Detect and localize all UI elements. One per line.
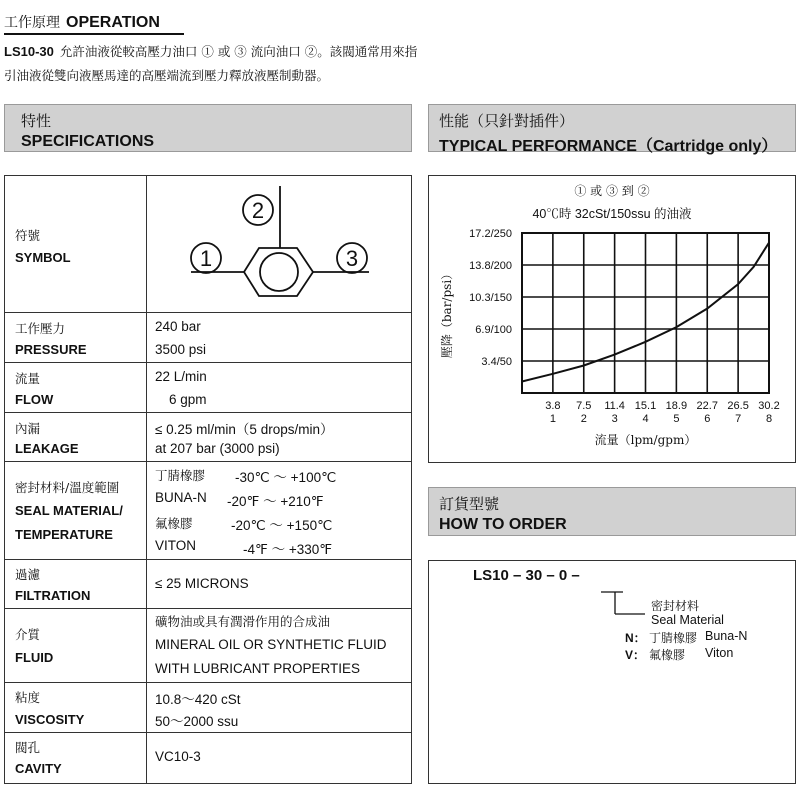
order-header — [428, 487, 796, 536]
seal-range-nbr-celsius: -30℃ ～ +100℃ — [235, 470, 337, 485]
seal-temperature-row — [5, 462, 411, 560]
flow-label-en: FLOW — [15, 392, 54, 407]
x-tick-label-gpm: 7 — [735, 413, 742, 425]
option-n-cn: 丁腈橡膠 — [649, 631, 698, 645]
pressure-bar-value: 240 bar — [155, 319, 201, 334]
seal-label-cn: 密封材料/溫度範圍 — [15, 480, 120, 495]
viscosity-row — [5, 683, 411, 733]
symbol-cell — [147, 176, 411, 312]
leakage-condition-value: at 207 bar (3000 psi) — [155, 441, 280, 456]
operation-title-en: OPERATION — [66, 14, 160, 31]
model-number: LS10-30 — [4, 44, 54, 59]
x-tick-label-gpm: 5 — [673, 413, 680, 425]
seal-label-en: SEAL MATERIAL/ — [15, 503, 123, 518]
filtration-row — [5, 560, 411, 609]
pressure-label-cn: 工作壓力 — [15, 321, 66, 336]
chart-flow-path: ① 或 ③ 到 ② — [574, 184, 650, 198]
specifications-title-en: SPECIFICATIONS — [21, 133, 155, 150]
seal-range-buna-fahrenheit: -20℉ ～ +210℉ — [227, 494, 324, 509]
operation-title-cn: 工作原理 — [4, 15, 60, 31]
order-box — [428, 560, 796, 784]
y-tick-label: 6.9/100 — [475, 324, 512, 336]
order-code: LS10 – 30 – 0 – — [473, 567, 580, 584]
symbol-label-cn: 符號 — [15, 228, 41, 243]
fluid-value-en-line1: MINERAL OIL OR SYNTHETIC FLUID — [155, 637, 387, 652]
x-tick-label-lpm: 3.8 — [545, 400, 561, 412]
flow-row — [5, 363, 411, 413]
specifications-title-cn: 特性 — [21, 112, 52, 130]
performance-header — [428, 104, 796, 155]
option-v-en: Viton — [705, 646, 734, 660]
x-tick-label-gpm: 8 — [765, 413, 773, 425]
y-tick-label: 17.2/250 — [469, 228, 512, 240]
x-tick-label-lpm: 18.9 — [665, 400, 688, 412]
operation-text-1: 允許油液從較高壓力油口 ① 或 ③ 流向油口 ②。該閥通常用來指 — [59, 44, 418, 59]
pressure-row — [5, 313, 411, 363]
operation-description-line2: 引油液從雙向液壓馬達的高壓端流到壓力釋放液壓制動器。 — [4, 68, 330, 83]
y-tick-label: 10.3/150 — [469, 292, 512, 304]
temperature-label-en: TEMPERATURE — [15, 527, 113, 542]
port-2-label: 2 — [251, 198, 265, 223]
x-tick-label-lpm: 26.5 — [727, 400, 749, 412]
fluid-label-cn: 介質 — [15, 627, 41, 642]
leakage-label-en: LEAKAGE — [15, 441, 79, 456]
seal-name-nbr-cn: 丁腈橡膠 — [155, 468, 206, 483]
fluid-row — [5, 609, 411, 683]
seal-material-label-cn: 密封材料 — [651, 599, 700, 613]
viscosity-ssu-value: 50～2000 ssu — [155, 714, 239, 729]
x-tick-label-lpm: 22.7 — [696, 400, 718, 412]
x-tick-label-gpm: 4 — [642, 413, 649, 425]
seal-range-viton-fahrenheit: -4℉ ～ +330℉ — [243, 542, 333, 557]
specifications-header — [4, 104, 412, 152]
fluid-label-en: FLUID — [15, 650, 54, 665]
operation-title — [4, 12, 160, 32]
filtration-label-cn: 過濾 — [15, 567, 41, 582]
operation-underline — [4, 33, 184, 35]
cavity-row — [5, 733, 411, 783]
viscosity-label-en: VISCOSITY — [15, 712, 85, 727]
y-tick-label: 13.8/200 — [469, 260, 512, 272]
option-n-code: N： — [625, 631, 646, 645]
y-tick-label: 3.4/50 — [481, 356, 512, 368]
option-v-cn: 氟橡膠 — [649, 648, 686, 662]
filtration-value: ≤ 25 MICRONS — [155, 576, 249, 591]
viscosity-label-cn: 粘度 — [15, 690, 41, 705]
symbol-label-cell — [5, 176, 147, 312]
seal-range-fkm-celsius: -20℃ ～ +150℃ — [231, 518, 333, 533]
flow-label-cn: 流量 — [15, 371, 41, 386]
fluid-value-cn: 礦物油或具有潤滑作用的合成油 — [155, 614, 331, 629]
x-tick-label-gpm: 1 — [549, 413, 556, 425]
y-axis-label: 壓降（bar/psi） — [440, 267, 454, 359]
specifications-table — [4, 175, 412, 784]
pressure-drop-chart — [429, 176, 795, 462]
pressure-psi-value: 3500 psi — [155, 342, 207, 357]
cavity-label-en: CAVITY — [15, 761, 62, 776]
x-tick-label-lpm: 11.4 — [604, 400, 625, 412]
performance-chart-box — [428, 175, 796, 463]
seal-name-viton: VITON — [155, 538, 197, 553]
operation-description-line1 — [4, 42, 417, 60]
chart-fluid-condition: 40℃時 32cSt/150ssu 的油液 — [532, 207, 692, 221]
leakage-rate-value: ≤ 0.25 ml/min（5 drops/min） — [155, 422, 334, 437]
viscosity-cst-value: 10.8～420 cSt — [155, 692, 241, 707]
seal-material-label-en: Seal Material — [651, 613, 724, 627]
x-tick-label-gpm: 6 — [704, 413, 711, 425]
shuttle-valve-symbol — [147, 176, 411, 312]
seal-name-fkm-cn: 氟橡膠 — [155, 516, 193, 531]
x-tick-label-lpm: 30.2 — [758, 400, 780, 412]
x-axis-label: 流量（lpm/gpm） — [594, 433, 697, 447]
cavity-value: VC10-3 — [155, 749, 201, 764]
port-3-label: 3 — [345, 246, 359, 271]
symbol-label-en: SYMBOL — [15, 250, 71, 265]
port-1-label: 1 — [199, 246, 213, 271]
option-v-code: V： — [625, 648, 646, 662]
x-tick-label-gpm: 2 — [580, 413, 587, 425]
option-n-en: Buna-N — [705, 629, 748, 643]
cavity-label-cn: 閥孔 — [15, 740, 41, 755]
x-tick-label-lpm: 15.1 — [634, 400, 657, 412]
order-title-en: HOW TO ORDER — [439, 516, 567, 533]
x-tick-label-lpm: 7.5 — [576, 400, 592, 412]
fluid-value-en-line2: WITH LUBRICANT PROPERTIES — [155, 661, 361, 676]
seal-name-buna-n: BUNA-N — [155, 490, 207, 505]
order-title-cn: 訂貨型號 — [439, 495, 500, 513]
x-tick-label-gpm: 3 — [611, 413, 618, 425]
flow-gpm-value: 6 gpm — [169, 392, 207, 407]
pressure-label-en: PRESSURE — [15, 342, 87, 357]
performance-title-en: TYPICAL PERFORMANCE（Cartridge only） — [439, 138, 778, 155]
flow-lpm-value: 22 L/min — [155, 369, 207, 384]
filtration-label-en: FILTRATION — [15, 588, 91, 603]
performance-title-cn: 性能（只針對插件） — [439, 112, 575, 130]
leakage-row — [5, 413, 411, 462]
leakage-label-cn: 內漏 — [15, 421, 41, 436]
symbol-row — [5, 176, 411, 313]
